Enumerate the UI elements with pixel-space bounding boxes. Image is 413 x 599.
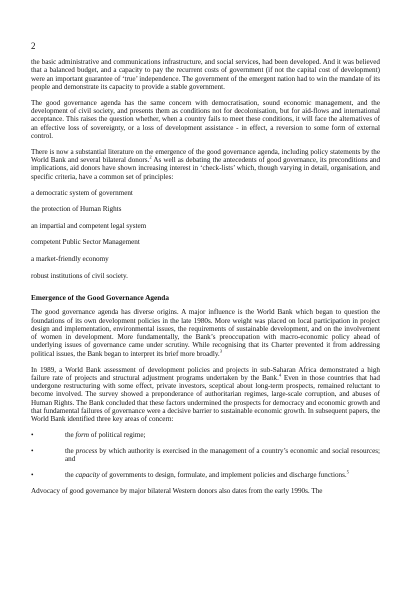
paragraph-3 [31,148,380,181]
concern-text-rest: of governments to design, formulate, and implement policies and discharge functions. [99,470,347,479]
footnote-ref-5: 5 [346,469,349,475]
concern-text-rest: by which authority is exercised in the management of a country’s economic and social resources; and [65,446,380,464]
paragraph-4-text: The good governance agenda has diverse origins. A major influence is the World Bank which began to question the foundations of its own development policies in the late 1980s. More weight was placed on local participation in project design and implementation, environmental issues, the requirements of sustainable development, and on the involvement of women in development. More fundamentally, the Bank’s preoccupation with macro-economic policy ahead of underlying issues of governance came under scrutiny. While recognising that its Charter prevented it from addressing political issues, the Bank began to interpret its brief more broadly. [31,308,380,358]
concern-text-rest: of political regime; [89,431,146,440]
principle-item: robust institutions of civil society. [31,271,128,280]
paragraph-3-text: There is now a substantial literature on the emergence of the good governance agenda, including policy statements by the World Bank and several bilateral donors. [31,147,380,165]
concern-keyword: form [75,431,90,440]
paragraph-3-continued: As well as debating the antecedents of good governance, its preconditions and implications, aid donors have shown increasing interest in ‘check-lists’ which, though varying in detail, organisation, and specific criteria, have a common set of principles: [31,156,381,181]
paragraph-6: Advocacy of good governance by major bilateral Western donors also dates from the early 1990s. The [31,486,323,495]
paragraph-5 [31,366,380,424]
principle-item: an impartial and competent legal system [31,221,147,230]
concerns-list [31,431,380,479]
footnote-ref-4: 4 [278,372,282,378]
concern-keyword: process [75,446,98,455]
page-number: 2 [31,41,36,51]
principles-list [31,189,380,280]
concern-item [31,431,380,439]
paragraph-1: the basic administrative and communications infrastructure, and social services, had been developed. And it was believed that a balanced budget, and a capacity to pay the recurrent costs of government (if not the capital cost of development) were an important guarantee of ‘true’ independence. The government of the emergent nation had to win the mandate of its people and demonstrate its capacity to provide a stable government. [31,58,380,91]
paragraph-5-text: In 1989, a World Bank assessment of development policies and projects in sub-Saharan Africa demonstrated a high failure rate of projects and structural adjustment programs undertaken by the Bank. [31,365,380,382]
paragraph-2: The good governance agenda has the same concern with democratisation, sound economic management, and the development of civil society, and presents them as conditions not for decolonisation, but for aid-flows and international acceptance. This raises the question whether, when a country fails to meet these conditions, it will face the alternatives of an effective loss of sovereignty, or a loss of development assistance - in effect, a reversion to some form of external control. [31,98,380,140]
footnote-ref-3: 3 [219,348,223,354]
principle-item: a market-friendly economy [31,255,109,264]
paragraph-4 [31,308,380,358]
concern-text: the [65,470,76,479]
concern-keyword: capacity [75,470,100,479]
principle-item: competent Public Sector Management [31,238,140,247]
section-heading: Emergence of the Good Governance Agenda [31,292,170,302]
footnote-ref-2: 2 [149,154,152,160]
page-body [31,58,380,503]
concern-text: the [65,431,76,440]
principle-item: the protection of Human Rights [31,205,122,214]
bullet-icon: • [31,446,34,455]
paragraph-5-continued: Even in those countries that had undergone restructuring with some effect, private investors, sceptical about long-term prospects, remained reluctant to become involved. The survey showed a preponderance of authoritarian regimes, large-scale corruption, and abuses of Human Rights. The Bank concluded that these factors undermined the prospects for democracy and economic growth and that fundamental failures of governance were a decisive barrier to sustainable economic growth. In subsequent papers, the World Bank identified three key areas of concern: [31,373,381,424]
concern-item [31,447,380,464]
principle-item: a democratic system of government [31,188,133,197]
bullet-icon: • [31,470,34,479]
concern-item [31,471,380,479]
bullet-icon: • [31,431,34,440]
concern-text: the [65,446,76,455]
